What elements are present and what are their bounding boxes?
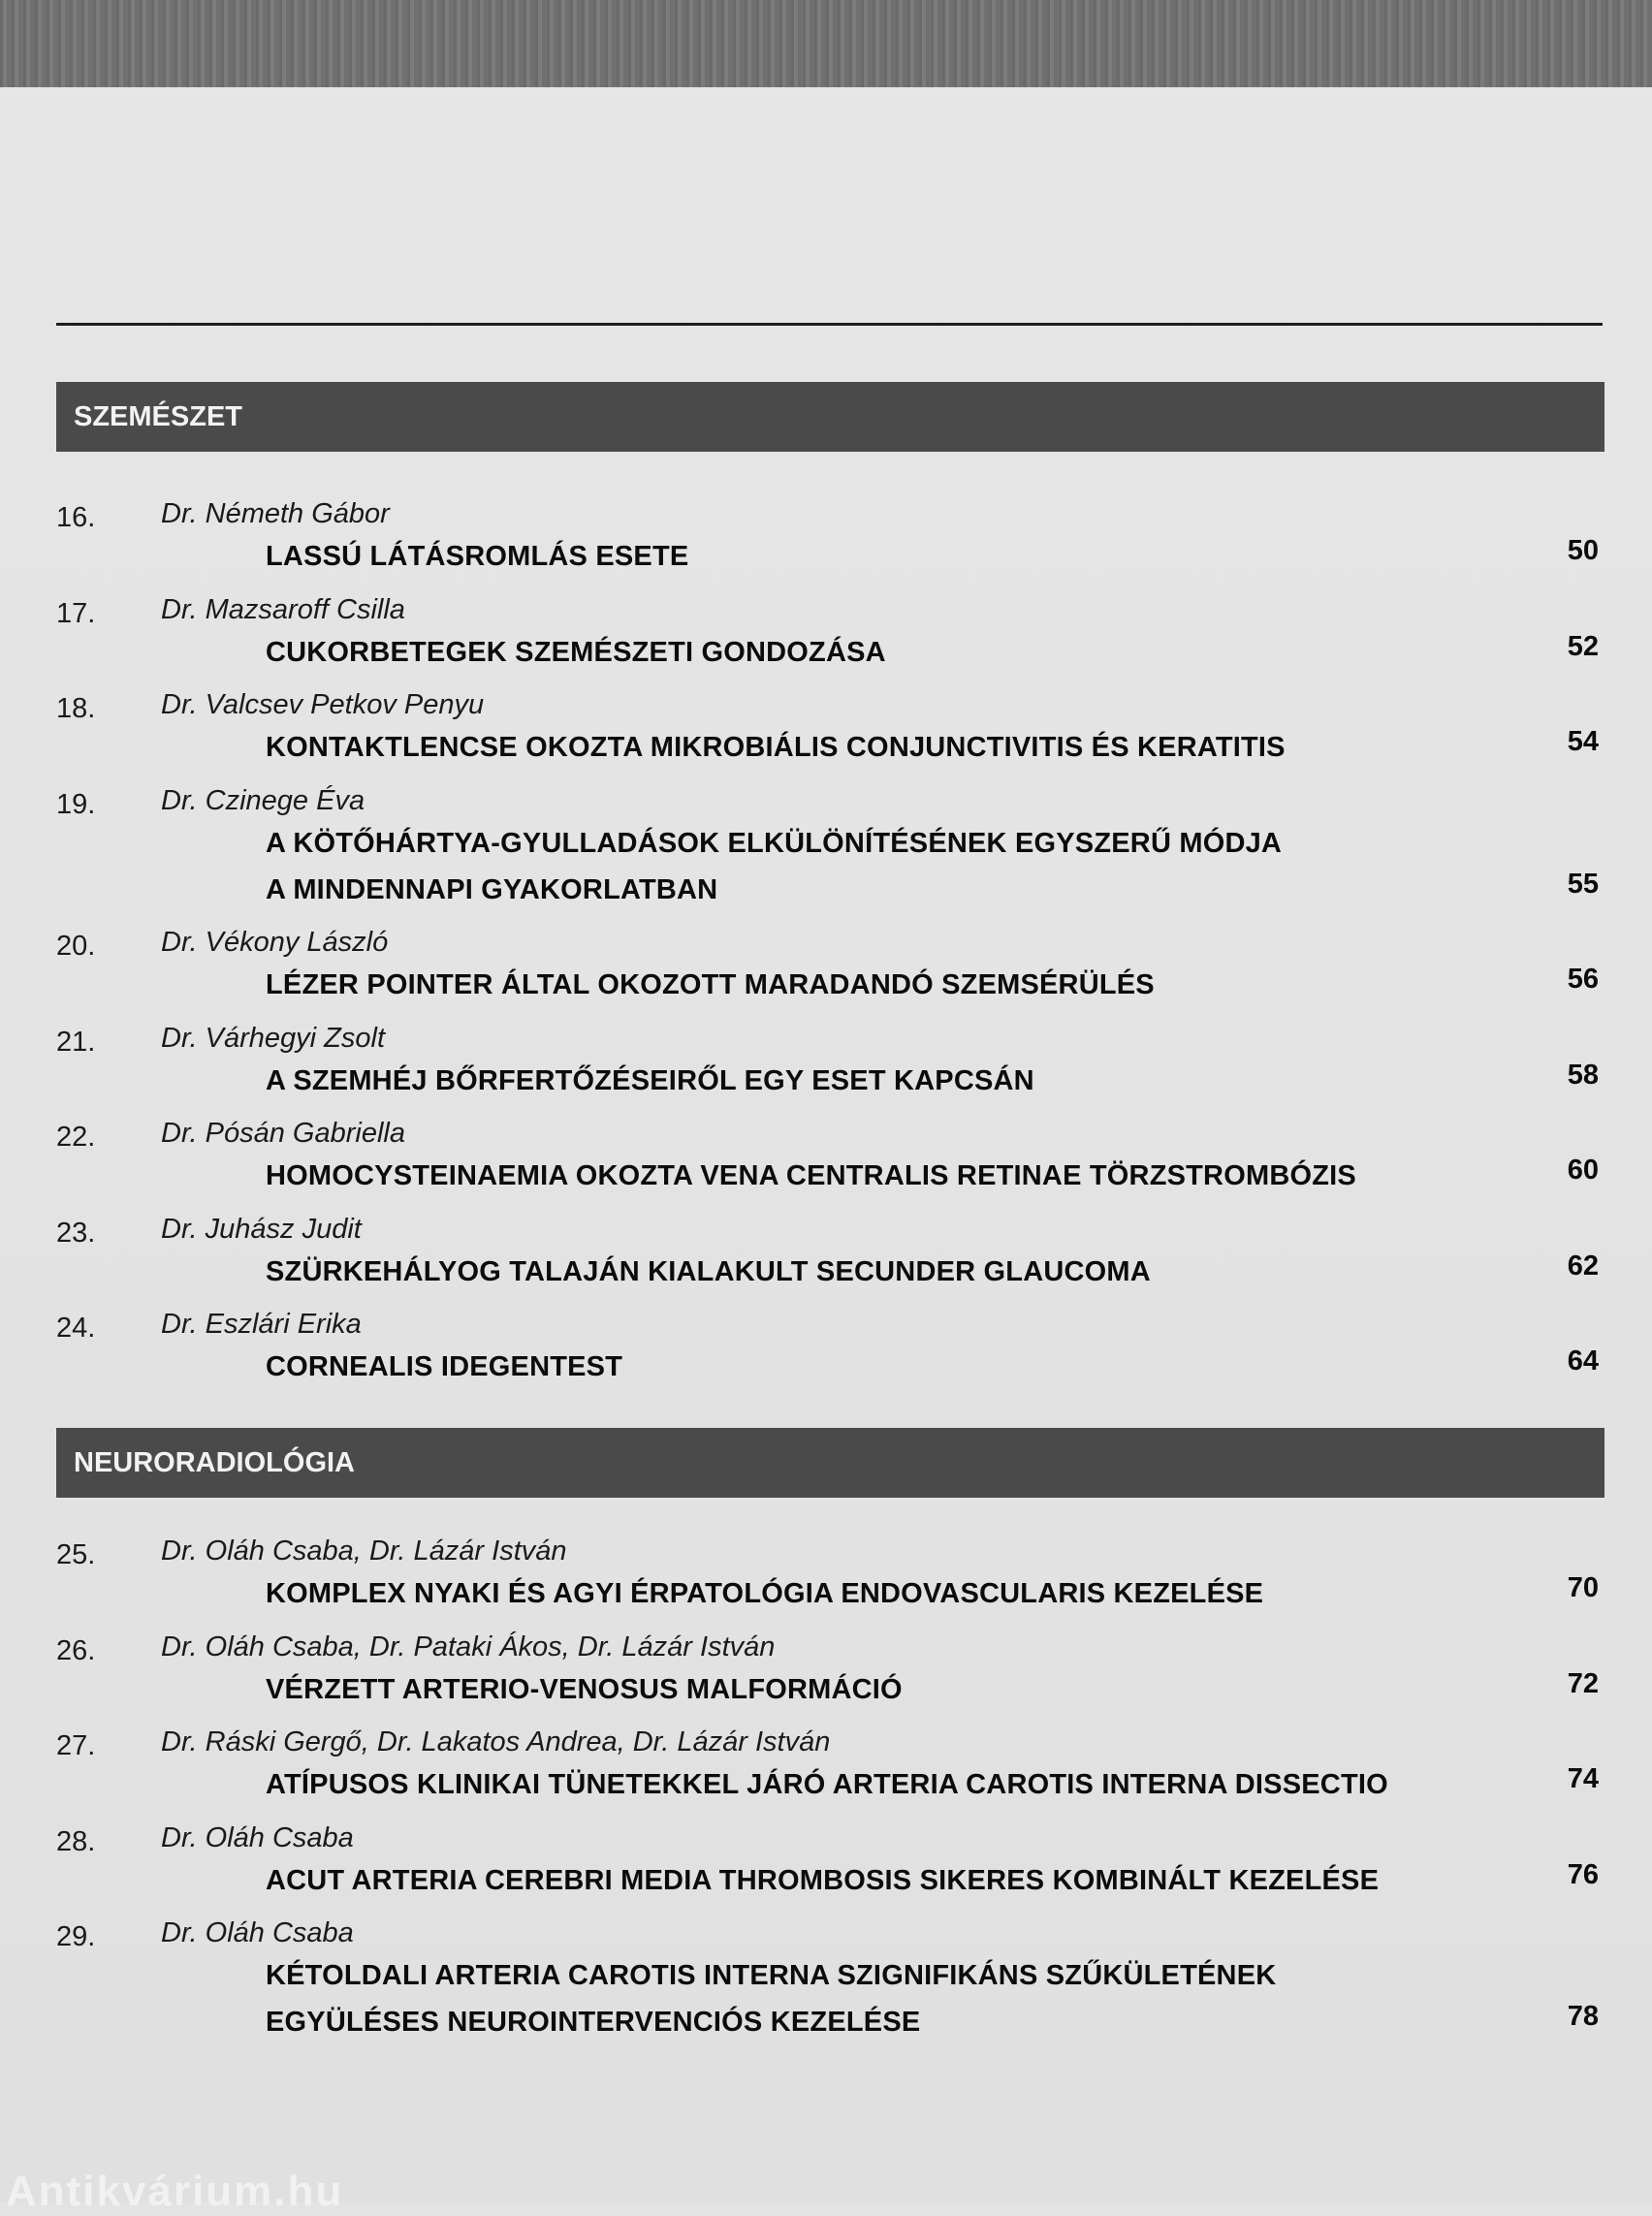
entry-title[interactable]: KONTAKTLENCSE OKOZTA MIKROBIÁLIS CONJUNCTIVITIS ÉS KERATITIS	[266, 732, 1286, 763]
entry-author: Dr. Juhász Judit	[161, 1213, 362, 1245]
entry-author: Dr. Vékony László	[161, 927, 389, 958]
entry-number: 26.	[56, 1634, 96, 1666]
watermark: Antikvárium.hu	[6, 2168, 344, 2215]
entry-number: 28.	[56, 1825, 96, 1857]
entry-page-number: 55	[1567, 868, 1599, 900]
entry-page-number: 54	[1567, 726, 1599, 757]
entry-number: 20.	[56, 931, 96, 962]
entry-title[interactable]: A KÖTŐHÁRTYA-GYULLADÁSOK ELKÜLÖNÍTÉSÉNEK EGYSZERŰ MÓDJA	[266, 827, 1283, 859]
entry-number: 23.	[56, 1217, 96, 1249]
entry-title[interactable]: CORNEALIS IDEGENTEST	[266, 1351, 623, 1382]
entry-author: Dr. Czinege Éva	[161, 784, 365, 816]
entry-page-number: 50	[1567, 535, 1599, 566]
entry-number: 18.	[56, 693, 96, 724]
entry-author: Dr. Valcsev Petkov Penyu	[161, 689, 485, 720]
background-strip	[0, 0, 1652, 87]
entry-author: Dr. Oláh Csaba, Dr. Pataki Ákos, Dr. Lázár István	[161, 1630, 776, 1662]
entry-title[interactable]: VÉRZETT ARTERIO-VENOSUS MALFORMÁCIÓ	[266, 1673, 903, 1705]
entry-author: Dr. Oláh Csaba	[161, 1917, 354, 1948]
entry-page-number: 76	[1567, 1858, 1599, 1890]
entry-page-number: 72	[1567, 1667, 1599, 1699]
entry-title[interactable]: A MINDENNAPI GYAKORLATBAN	[266, 873, 718, 905]
entry-number: 22.	[56, 1122, 96, 1153]
entry-page-number: 52	[1567, 630, 1599, 662]
entry-number: 19.	[56, 788, 96, 820]
entry-page-number: 74	[1567, 1763, 1599, 1794]
entry-title[interactable]: ACUT ARTERIA CEREBRI MEDIA THROMBOSIS SIKERES KOMBINÁLT KEZELÉSE	[266, 1864, 1380, 1896]
entry-author: Dr. Ráski Gergő, Dr. Lakatos Andrea, Dr. Lázár István	[161, 1726, 831, 1757]
entry-number: 27.	[56, 1730, 96, 1761]
entry-author: Dr. Pósán Gabriella	[161, 1118, 405, 1149]
entry-title[interactable]: ATÍPUSOS KLINIKAI TÜNETEKKEL JÁRÓ ARTERIA CAROTIS INTERNA DISSECTIO	[266, 1769, 1388, 1800]
entry-author: Dr. Németh Gábor	[161, 498, 390, 529]
section-header: SZEMÉSZET	[56, 382, 1604, 452]
entry-title[interactable]: HOMOCYSTEINAEMIA OKOZTA VENA CENTRALIS RETINAE TÖRZSTROMBÓZIS	[266, 1160, 1356, 1191]
entry-author: Dr. Várhegyi Zsolt	[161, 1022, 385, 1054]
entry-number: 21.	[56, 1026, 96, 1058]
entry-number: 17.	[56, 597, 96, 629]
entry-title[interactable]: KOMPLEX NYAKI ÉS AGYI ÉRPATOLÓGIA ENDOVASCULARIS KEZELÉSE	[266, 1578, 1264, 1609]
section-header: NEURORADIOLÓGIA	[56, 1428, 1604, 1498]
entry-page-number: 56	[1567, 964, 1599, 995]
entry-author: Dr. Eszlári Erika	[161, 1309, 362, 1340]
entry-author: Dr. Mazsaroff Csilla	[161, 593, 405, 625]
entry-page-number: 60	[1567, 1155, 1599, 1186]
entry-number: 24.	[56, 1313, 96, 1344]
entry-title[interactable]: A SZEMHÉJ BŐRFERTŐZÉSEIRŐL EGY ESET KAPCSÁN	[266, 1064, 1034, 1096]
entry-title[interactable]: SZÜRKEHÁLYOG TALAJÁN KIALAKULT SECUNDER GLAUCOMA	[266, 1255, 1151, 1287]
top-rule	[56, 323, 1603, 326]
entry-page-number: 78	[1567, 2001, 1599, 2032]
entry-author: Dr. Oláh Csaba, Dr. Lázár István	[161, 1535, 567, 1567]
entry-number: 29.	[56, 1921, 96, 1952]
entry-number: 16.	[56, 502, 96, 533]
entry-page-number: 70	[1567, 1572, 1599, 1603]
entry-author: Dr. Oláh Csaba	[161, 1821, 354, 1853]
entry-title[interactable]: KÉTOLDALI ARTERIA CAROTIS INTERNA SZIGNIFIKÁNS SZŰKÜLETÉNEK	[266, 1960, 1277, 1991]
entry-title[interactable]: LÉZER POINTER ÁLTAL OKOZOTT MARADANDÓ SZEMSÉRÜLÉS	[266, 969, 1155, 1000]
entry-page-number: 58	[1567, 1059, 1599, 1091]
entry-title[interactable]: EGYÜLÉSES NEUROINTERVENCIÓS KEZELÉSE	[266, 2007, 921, 2038]
entry-title[interactable]: LASSÚ LÁTÁSROMLÁS ESETE	[266, 541, 689, 572]
entry-page-number: 64	[1567, 1345, 1599, 1377]
entry-number: 25.	[56, 1539, 96, 1570]
entry-page-number: 62	[1567, 1250, 1599, 1282]
entry-title[interactable]: CUKORBETEGEK SZEMÉSZETI GONDOZÁSA	[266, 636, 886, 668]
